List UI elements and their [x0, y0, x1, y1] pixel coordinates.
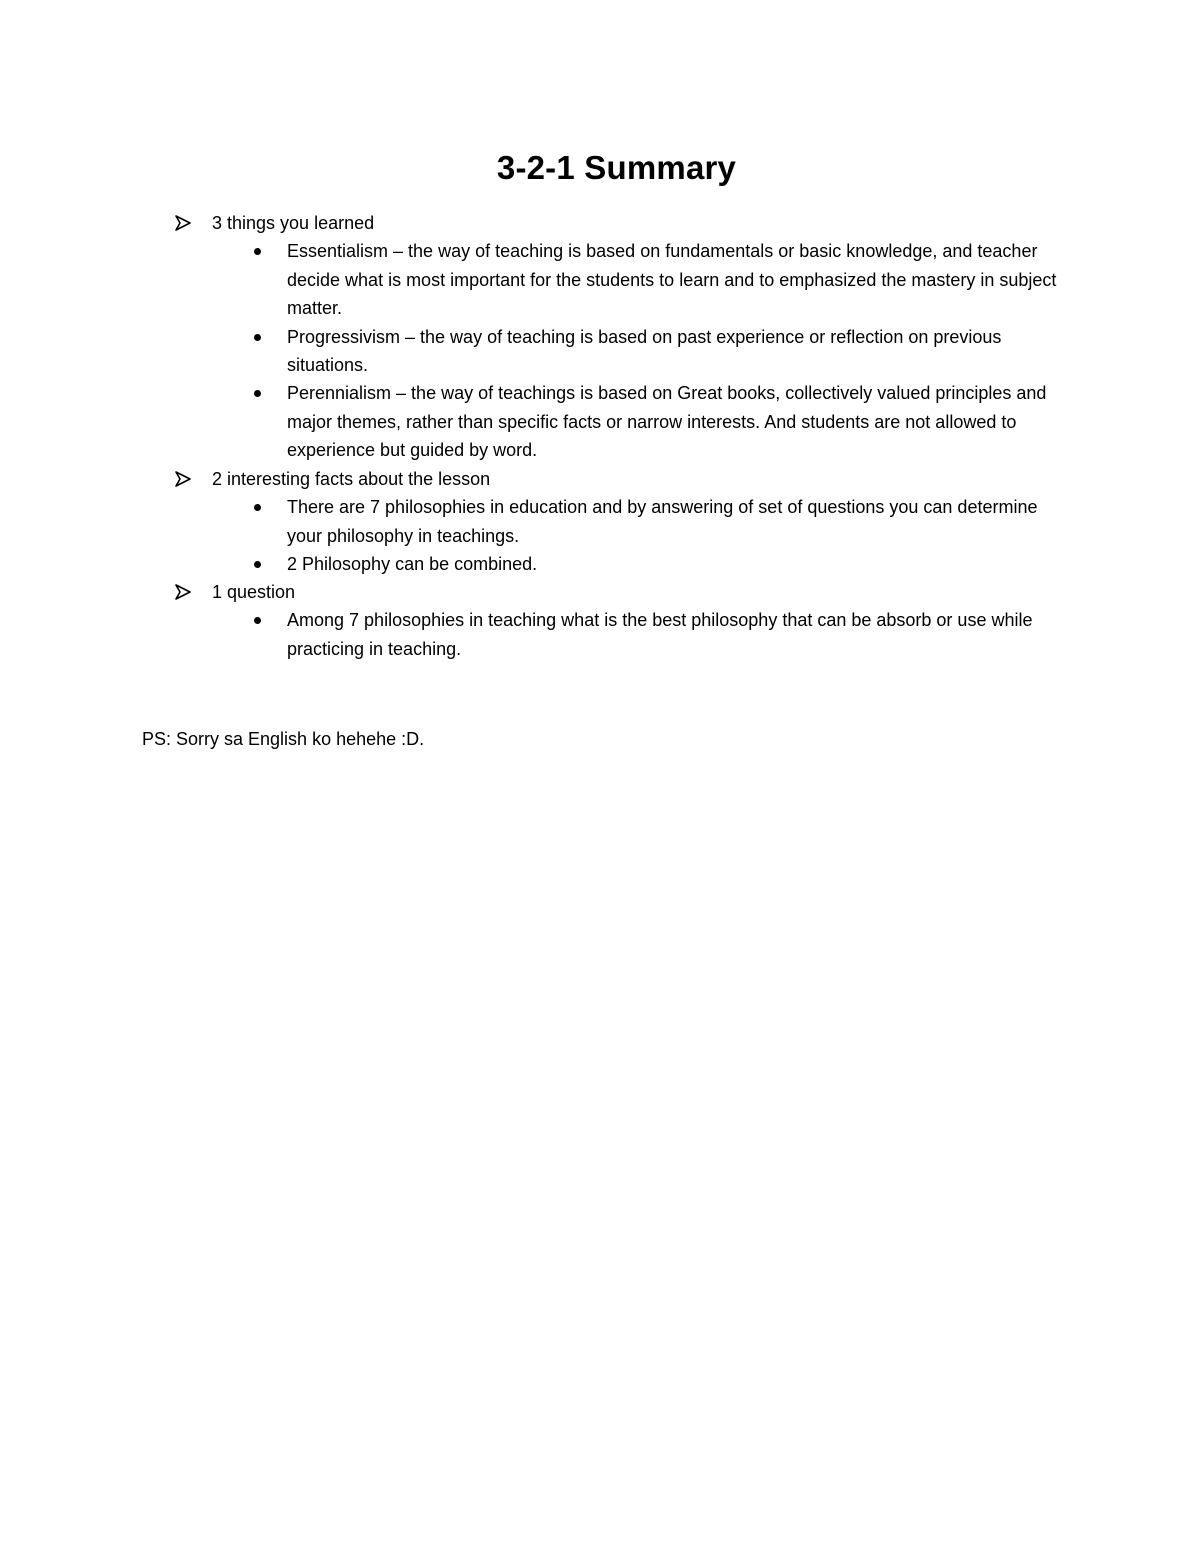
list-item-text: There are 7 philosophies in education and by answering of set of questions you can determine your philosophy in teachings. — [287, 497, 1038, 546]
list-item-text: Among 7 philosophies in teaching what is the best philosophy that can be absorb or use while practicing in teaching. — [287, 610, 1033, 659]
list-item — [174, 237, 1057, 322]
bullet-dot-icon — [254, 248, 261, 255]
list-item-text: Essentialism – the way of teaching is based on fundamentals or basic knowledge, and teacher decide what is most important for the students to learn and to emphasized the mastery in subject matter. — [287, 241, 1057, 319]
list-item-text: Perennialism – the way of teachings is based on Great books, collectively valued principles and major themes, rather than specific facts or narrow interests. And students are not allowed to experience but guided by word. — [287, 383, 1047, 461]
section-things-learned — [174, 209, 1057, 465]
bullet-dot-icon — [254, 561, 261, 568]
arrow-bullet-icon — [174, 470, 192, 488]
arrow-bullet-icon — [174, 214, 192, 232]
list-item — [174, 606, 1057, 663]
section-heading — [174, 578, 1057, 606]
list-item — [174, 323, 1057, 380]
section-heading — [174, 209, 1057, 237]
bullet-dot-icon — [254, 504, 261, 511]
section-heading — [174, 465, 1057, 493]
postscript: PS: Sorry sa English ko hehehe :D. — [142, 729, 425, 749]
list-item — [174, 493, 1057, 550]
list-item-text: 2 Philosophy can be combined. — [287, 554, 538, 575]
section-interesting-facts — [174, 465, 1057, 579]
section-label: 3 things you learned — [212, 213, 375, 233]
list-item-text: Progressivism – the way of teaching is based on past experience or reflection on previous situations. — [287, 326, 1002, 376]
list-item — [174, 550, 1057, 578]
section-label: 1 question — [212, 582, 296, 602]
list-item — [174, 379, 1057, 464]
bullet-dot-icon — [254, 390, 261, 397]
section-question — [174, 578, 1057, 663]
document-title: 3-2-1 Summary — [496, 149, 737, 186]
section-label: 2 interesting facts about the lesson — [212, 469, 491, 489]
bullet-dot-icon — [254, 334, 261, 341]
arrow-bullet-icon — [174, 583, 192, 601]
bullet-dot-icon — [254, 617, 261, 624]
